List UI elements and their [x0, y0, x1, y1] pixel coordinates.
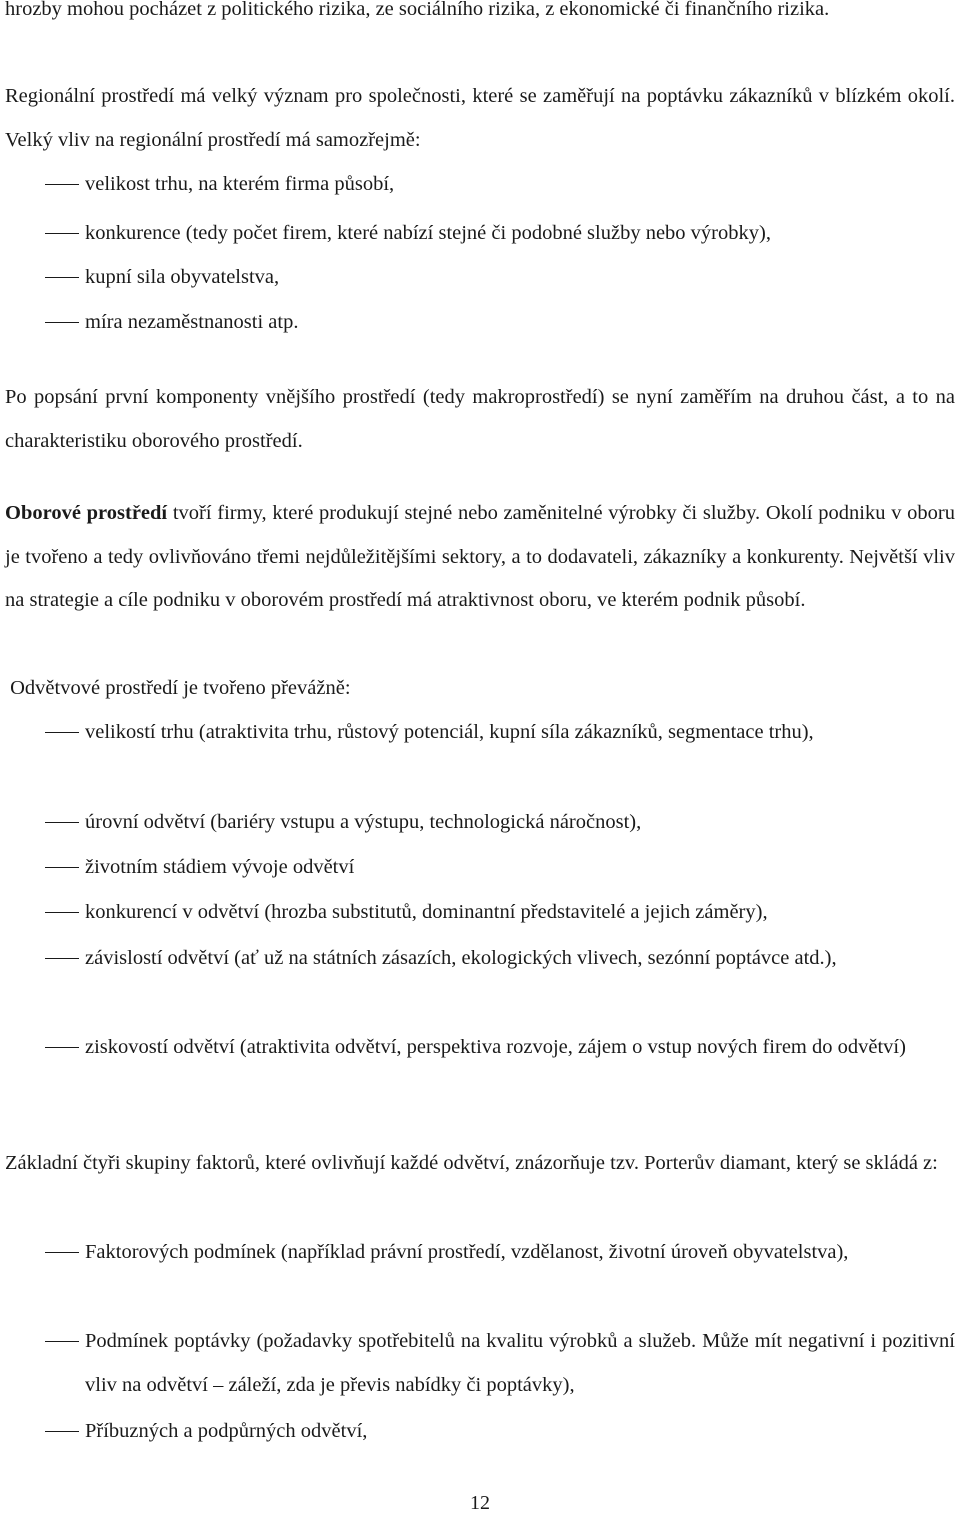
list-item: Podmínek poptávky (požadavky spotřebitelů na kvalitu výrobků a služeb. Může mít negativní i pozitivní vliv na odvětví – záleží, zda je převis nabídky či poptávky),	[5, 1320, 955, 1407]
list-item: úrovní odvětví (bariéry vstupu a výstupu, technologická náročnost),	[5, 801, 955, 845]
dash-bullet-icon	[45, 322, 79, 323]
paragraph-regional	[5, 75, 955, 162]
list-item: konkurencí v odvětví (hrozba substitutů, dominantní představitelé a jejich záměry),	[5, 891, 955, 935]
dash-bullet-icon	[45, 912, 79, 913]
paragraph-text: Základní čtyři skupiny faktorů, které ovlivňují každé odvětví, znázorňuje tzv. Porterův diamant, který se skládá z:	[5, 1152, 938, 1174]
bold-term: Oborové prostředí	[5, 502, 168, 524]
dash-bullet-icon	[45, 1431, 79, 1432]
list-item: velikost trhu, na kterém firma působí,	[5, 163, 955, 207]
list-item: míra nezaměstnanosti atp.	[5, 301, 955, 345]
paragraph-intro	[5, 0, 955, 32]
dash-bullet-icon	[45, 1252, 79, 1253]
dash-bullet-icon	[45, 1047, 79, 1048]
paragraph-text: Oborové prostředí tvoří firmy, které produkují stejné nebo zaměnitelné výrobky či služby. Okolí podniku v oboru je tvořeno a tedy ovlivňováno třemi nejdůležitějšími sektory, a to dodavateli, zákazníky a konkurenty. Největší vliv na strategie a cíle podniku v oborovém prostředí má atraktivnost oboru, ve kterém podnik působí.	[5, 502, 955, 611]
paragraph-text: hrozby mohou pocházet z politického rizika, ze sociálního rizika, z ekonomické či finančního rizika.	[5, 0, 830, 20]
dash-bullet-icon	[45, 1341, 79, 1342]
dash-bullet-icon	[45, 822, 79, 823]
paragraph-sector	[5, 492, 955, 623]
paragraph-text: Odvětvové prostředí je tvořeno převážně:	[5, 677, 351, 699]
list-item: konkurence (tedy počet firem, které nabízí stejné či podobné služby nebo výrobky),	[5, 212, 955, 256]
paragraph-text: Po popsání první komponenty vnějšího prostředí (tedy makroprostředí) se nyní zaměřím na druhou část, a to na charakteristiku oborového prostředí.	[5, 386, 955, 452]
paragraph-macro	[5, 376, 955, 463]
paragraph-porter	[5, 1142, 955, 1186]
dash-bullet-icon	[45, 184, 79, 185]
dash-bullet-icon	[45, 277, 79, 278]
list-item: ziskovostí odvětví (atraktivita odvětví, perspektiva rozvoje, zájem o vstup nových firem do odvětví)	[5, 1026, 955, 1070]
dash-bullet-icon	[45, 732, 79, 733]
dash-bullet-icon	[45, 867, 79, 868]
list-item: kupní sila obyvatelstva,	[5, 256, 955, 300]
list-item: velikostí trhu (atraktivita trhu, růstový potenciál, kupní síla zákazníků, segmentace trhu),	[5, 711, 955, 755]
paragraph-text: Regionální prostředí má velký význam pro společnosti, které se zaměřují na poptávku zákazníků v blízkém okolí. Velký vliv na regionální prostředí má samozřejmě:	[5, 85, 955, 151]
list-item: životním stádiem vývoje odvětví	[5, 846, 955, 890]
paragraph-industry	[5, 667, 955, 711]
list-item: Faktorových podmínek (například právní prostředí, vzdělanost, životní úroveň obyvatelstva),	[5, 1231, 955, 1275]
dash-bullet-icon	[45, 233, 79, 234]
page-number: 12	[470, 1492, 490, 1514]
list-item: závislostí odvětví (ať už na státních zásazích, ekologických vlivech, sezónní poptávce atd.),	[5, 937, 955, 981]
dash-bullet-icon	[45, 958, 79, 959]
list-item: Příbuzných a podpůrných odvětví,	[5, 1410, 955, 1454]
